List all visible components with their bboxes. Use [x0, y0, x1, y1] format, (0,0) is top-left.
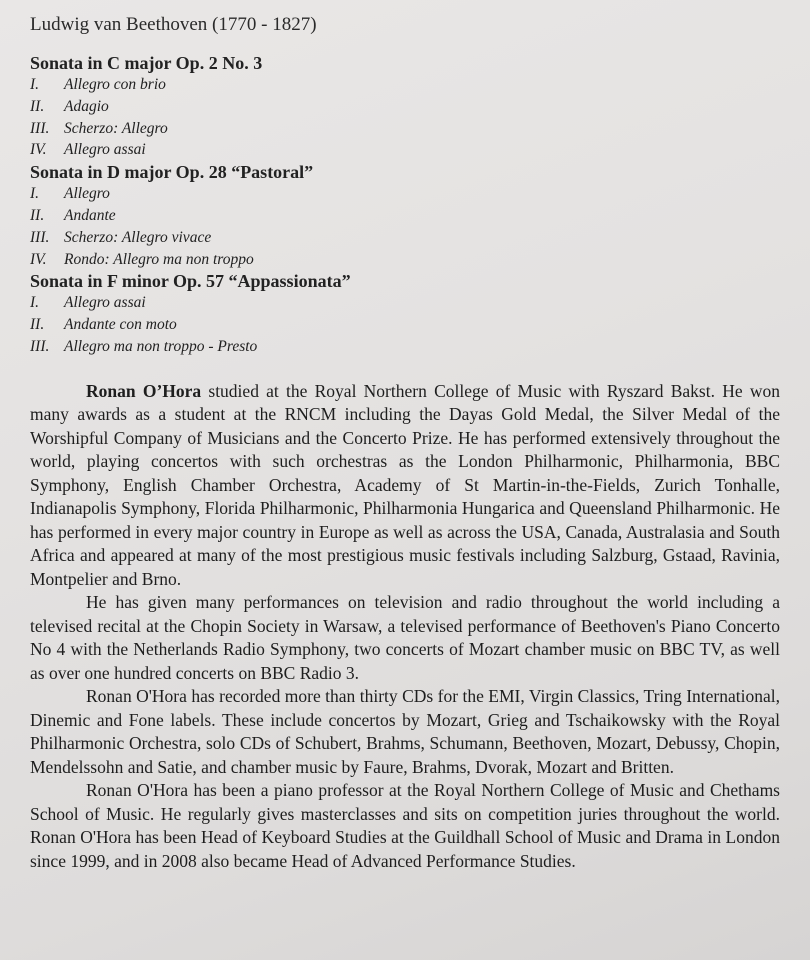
- movement-name: Andante con moto: [64, 316, 177, 334]
- movement-name: Allegro: [64, 185, 110, 203]
- sonata-title: Sonata in D major Op. 28 “Pastoral”: [30, 162, 314, 183]
- movement-number: II.: [30, 206, 45, 224]
- movement-number: IV.: [30, 250, 47, 268]
- movement-number: III.: [30, 337, 50, 355]
- recital-program: [30, 52, 780, 358]
- movement-name: Allegro con brio: [64, 76, 166, 93]
- movement-name: Scherzo: Allegro: [64, 119, 168, 137]
- movement-name: Allegro assai: [64, 141, 146, 159]
- movement-number: III.: [30, 119, 50, 137]
- bio-paragraph: Ronan O'Hora has recorded more than thirty CDs for the EMI, Virgin Classics, Tring International, Dinemic and Fone labels. These include concertos by Mozart, Grieg and Tschaikowsky with the Royal Philharmonic Orchestra, solo CDs of Schubert, Brahms, Schumann, Beethoven, Mozart, Debussy, Chopin, Mendelssohn and Satie, and chamber music by Faure, Brahms, Dvorak, Mozart and Britten.: [30, 686, 780, 777]
- movement-number: III.: [30, 228, 50, 246]
- movement-number: I.: [30, 185, 40, 203]
- bio-paragraph-text: studied at the Royal Northern College of Music with Ryszard Bakst. He won many awards as a student at the RNCM including the Dayas Gold Medal, the Silver Medal of the Worshipful Company of Musicians and the Concerto Prize. He has performed extensively throughout the world, playing concertos with such orchestras as the London Philharmonic, Philharmonia, BBC Symphony, English Chamber Orchestra, Academy of St Martin-in-the-Fields, Zurich Tonhalle, Indianapolis Symphony, Florida Philharmonic, Philharmonia Hungarica and Queensland Philharmonic. He has performed in every major country in Europe as well as across the USA, Canada, Australasia and South Africa and appeared at many of the most prestigious music festivals including Salzburg, Gstaad, Ravinia, Montpelier and Brno.: [30, 380, 780, 589]
- movement-item: [30, 292, 780, 314]
- movement-name: Allegro assai: [64, 294, 146, 312]
- movement-item: [30, 183, 780, 205]
- movement-number: I.: [30, 294, 40, 312]
- movement-name: Andante: [64, 206, 116, 224]
- movement-name: Allegro ma non troppo - Presto: [64, 337, 258, 355]
- movement-item: [30, 74, 780, 96]
- sonata-block: [30, 161, 780, 270]
- sonata-block: [30, 52, 780, 161]
- movement-item: [30, 205, 780, 227]
- composer-heading: Ludwig van Beethoven (1770 - 1827): [30, 14, 317, 35]
- program-page: [30, 14, 780, 873]
- sonata-block: [30, 270, 780, 357]
- movement-item: [30, 139, 780, 161]
- movement-item: [30, 249, 780, 271]
- movement-number: I.: [30, 76, 40, 93]
- performer-biography: [30, 380, 780, 874]
- movement-name: Scherzo: Allegro vivace: [64, 228, 212, 246]
- performer-name: Ronan O’Hora: [86, 380, 202, 401]
- bio-paragraph: [30, 380, 780, 592]
- movement-item: [30, 96, 780, 118]
- movement-name: Rondo: Allegro ma non troppo: [64, 250, 254, 268]
- movement-item: [30, 314, 780, 336]
- bio-paragraph: He has given many performances on television and radio throughout the world including a televised recital at the Chopin Society in Warsaw, a televised performance of Beethoven's Piano Concerto No 4 with the Netherlands Radio Symphony, two concerts of Mozart chamber music on BBC TV, as well as over one hundred concerts on BBC Radio 3.: [30, 592, 780, 683]
- movement-name: Adagio: [64, 97, 109, 115]
- movement-number: II.: [30, 316, 45, 334]
- movement-number: II.: [30, 97, 45, 115]
- movement-item: [30, 227, 780, 249]
- movement-item: [30, 336, 780, 358]
- movement-number: IV.: [30, 141, 47, 159]
- movement-item: [30, 118, 780, 140]
- bio-paragraph: Ronan O'Hora has been a piano professor at the Royal Northern College of Music and Chethams School of Music. He regularly gives masterclasses and sits on competition juries throughout the world. Ronan O'Hora has been Head of Keyboard Studies at the Guildhall School of Music and Drama in London since 1999, and in 2008 also became Head of Advanced Performance Studies.: [30, 780, 780, 871]
- sonata-title: Sonata in C major Op. 2 No. 3: [30, 53, 263, 73]
- sonata-title: Sonata in F minor Op. 57 “Appassionata”: [30, 271, 351, 292]
